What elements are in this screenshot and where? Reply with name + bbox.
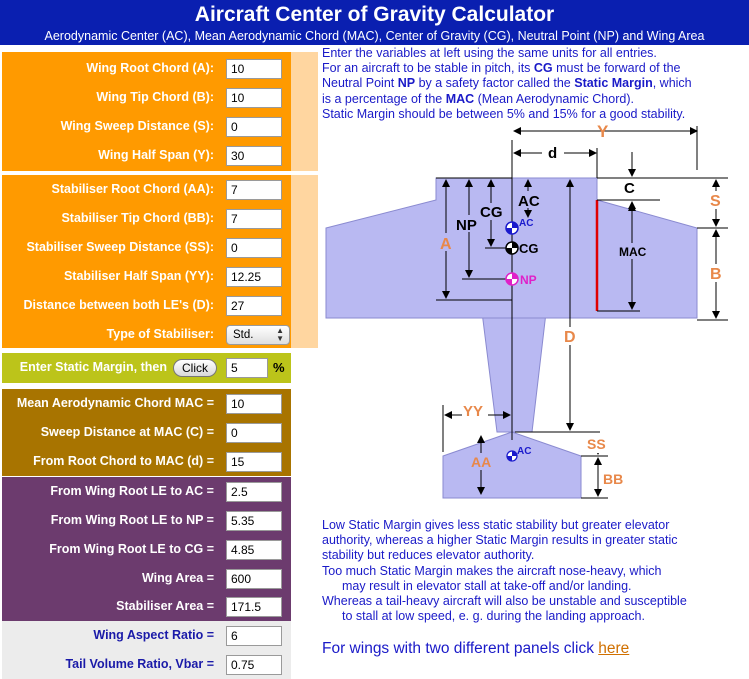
explain-line-6: Whereas a tail-heavy aircraft will also be unstable and susceptible	[322, 594, 687, 609]
vbar-label: Tail Volume Ratio, Vbar =	[65, 657, 214, 671]
intro-line-4c: (Mean Aerodynamic Chord).	[474, 91, 634, 106]
dim-d-long: D	[564, 329, 576, 346]
wing-area-label: Wing Area =	[141, 571, 214, 585]
explain-line-1: Low Static Margin gives less static stability but greater elevator	[322, 518, 670, 532]
cg-dot-label: CG	[519, 241, 539, 256]
tail-ac-marker-icon	[507, 451, 517, 461]
static-margin-label: Enter Static Margin, then	[19, 360, 167, 374]
dim-d: d	[548, 145, 558, 162]
np-label: From Wing Root LE to NP =	[50, 513, 214, 527]
ac-marker-icon	[506, 222, 518, 234]
root-to-mac-label: From Root Chord to MAC (d) =	[33, 454, 214, 468]
stab-type-label: Type of Stabiliser:	[106, 327, 214, 341]
page-title: Aircraft Center of Gravity Calculator	[194, 3, 555, 26]
wing-sweep-label: Wing Sweep Distance (S):	[60, 119, 214, 133]
explain-line-2: authority, whereas a higher Static Margin results in greater static	[322, 533, 678, 548]
intro-line-3c: by a safety factor called the	[415, 76, 575, 91]
intro-mac-bold: MAC	[445, 91, 475, 106]
intro-sm-bold: Static Margin	[574, 76, 653, 91]
click-button[interactable]: Click	[173, 359, 217, 377]
dim-s: S	[710, 193, 721, 210]
dim-a: A	[440, 236, 452, 253]
dim-y: Y	[597, 122, 609, 141]
sweep-mac-label: Sweep Distance at MAC (C) =	[40, 425, 214, 439]
explain-line-3: stability but reduces elevator authority.	[322, 548, 535, 563]
aspect-ratio-label: Wing Aspect Ratio =	[93, 628, 214, 642]
dim-mac: MAC	[619, 245, 647, 259]
dim-b: B	[710, 266, 722, 283]
explain-line-5: may result in elevator stall at take-off and/or landing.	[342, 578, 632, 593]
tail-ac-label: AC	[517, 446, 532, 457]
dim-aa: AA	[471, 454, 492, 470]
intro-line-2a: For an aircraft to be stable in pitch, its	[322, 61, 534, 76]
dim-cg: CG	[480, 204, 503, 221]
cg-marker-icon	[506, 242, 518, 254]
stab-type-value: Std.	[233, 329, 254, 341]
updown-arrows-icon: ▲ ▼	[276, 326, 284, 343]
wing-tip-chord-label: Wing Tip Chord (B):	[96, 90, 214, 104]
intro-np-bold: NP	[397, 76, 416, 91]
intro-line-4a: is a percentage of the	[322, 91, 446, 106]
wing-root-chord-label: Wing Root Chord (A):	[86, 61, 214, 75]
np-marker-icon	[506, 273, 518, 285]
intro-cg-bold: CG	[533, 61, 553, 76]
dim-ss: SS	[587, 436, 606, 452]
here-link[interactable]: here	[598, 640, 630, 657]
stab-area-label: Stabiliser Area =	[116, 599, 214, 613]
stab-tip-chord-label: Stabiliser Tip Chord (BB):	[61, 211, 214, 225]
fuselage-shape	[481, 304, 547, 432]
wing-half-span-label: Wing Half Span (Y):	[98, 148, 214, 162]
intro-line-3e: , which	[652, 76, 692, 91]
le-distance-label: Distance between both LE's (D):	[23, 298, 214, 312]
cg-label: From Wing Root LE to CG =	[49, 542, 214, 556]
dim-np: NP	[456, 217, 477, 234]
dim-ac: AC	[518, 193, 540, 210]
intro-line-2c: must be forward of the	[552, 61, 681, 76]
dim-yy: YY	[463, 403, 484, 420]
explanation-text	[322, 518, 740, 624]
explain-line-4: Too much Static Margin makes the aircraft nose-heavy, which	[322, 563, 662, 578]
tail-stabiliser-shape	[443, 432, 581, 498]
page-subtitle: Aerodynamic Center (AC), Mean Aerodynamic Chord (MAC), Center of Gravity (CG), Neutral Point (NP) and Wing Area	[44, 29, 705, 43]
intro-line-3a: Neutral Point	[322, 76, 398, 91]
dim-c: C	[624, 180, 635, 197]
two-panel-link-line	[322, 640, 629, 658]
np-dot-label: NP	[520, 273, 537, 287]
stab-half-span-label: Stabiliser Half Span (YY):	[63, 269, 214, 283]
explain-line-7: to stall at low speed, e. g. during the landing approach.	[342, 609, 645, 624]
intro-line-5: Static Margin should be between 5% and 15% for a good stability.	[322, 106, 686, 121]
two-panel-link-text: For wings with two different panels click	[322, 640, 599, 657]
ac-dot-label: AC	[519, 218, 534, 229]
mac-label: Mean Aerodynamic Chord MAC =	[16, 396, 214, 410]
dim-bb: BB	[603, 471, 624, 487]
stab-sweep-label: Stabiliser Sweep Distance (SS):	[26, 240, 214, 254]
stab-root-chord-label: Stabiliser Root Chord (AA):	[51, 182, 214, 196]
ac-label: From Wing Root LE to AC =	[50, 484, 214, 498]
intro-line-1: Enter the variables at left using the same units for all entries.	[322, 46, 657, 60]
percent-sign: %	[273, 360, 285, 375]
